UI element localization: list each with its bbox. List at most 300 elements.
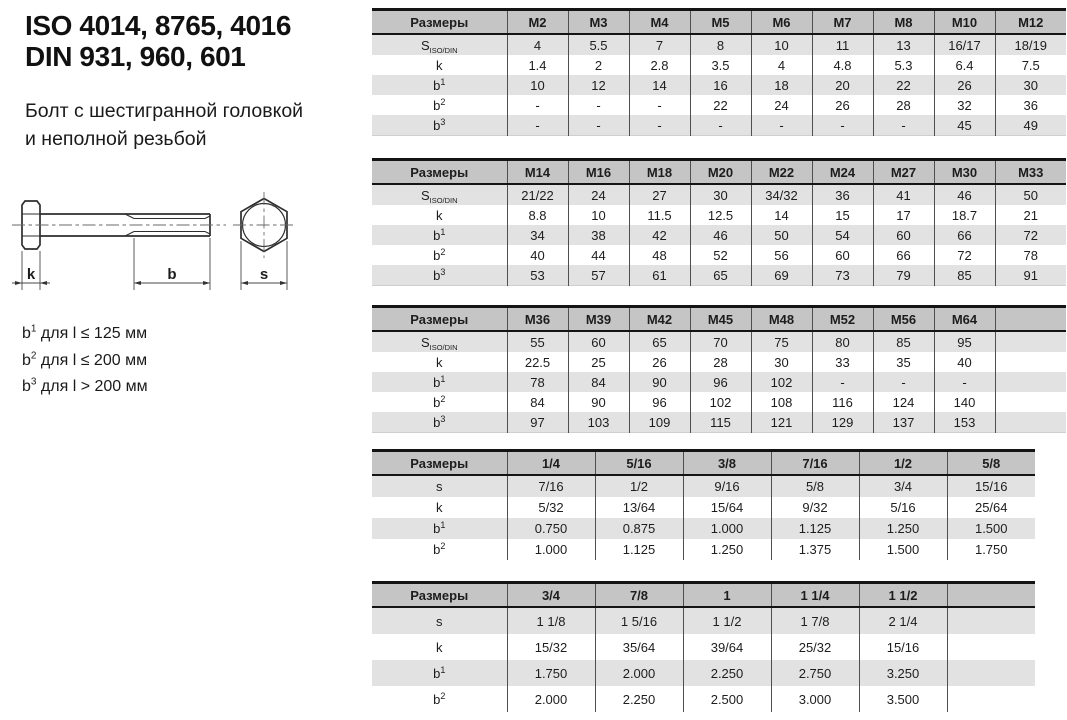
- value-cell: 95: [934, 331, 995, 352]
- value-cell: -: [568, 95, 629, 115]
- value-cell: 1.750: [947, 539, 1035, 560]
- value-cell: [995, 331, 1066, 352]
- value-cell: 12.5: [690, 205, 751, 225]
- value-cell: 24: [568, 184, 629, 205]
- value-cell: [947, 634, 1035, 660]
- value-cell: 30: [751, 352, 812, 372]
- value-cell: 153: [934, 412, 995, 433]
- value-cell: 1.375: [771, 539, 859, 560]
- dimensions-table-1: [372, 8, 1066, 136]
- size-column-header: M7: [812, 10, 873, 35]
- legend-symbol: $b^2$: [22, 350, 37, 369]
- value-cell: 10: [507, 75, 568, 95]
- value-cell: 60: [873, 225, 934, 245]
- value-cell: 1.500: [859, 539, 947, 560]
- value-cell: 5.3: [873, 55, 934, 75]
- value-cell: -: [507, 115, 568, 136]
- size-column-header: M52: [812, 307, 873, 332]
- value-cell: 55: [507, 331, 568, 352]
- value-cell: 1.500: [947, 518, 1035, 539]
- value-cell: 16/17: [934, 34, 995, 55]
- size-column-header: M45: [690, 307, 751, 332]
- value-cell: -: [568, 115, 629, 136]
- description-line-1: Болт с шестигранной головкой: [25, 100, 304, 122]
- value-cell: 65: [629, 331, 690, 352]
- sizes-header-cell: Размеры: [372, 583, 507, 608]
- value-cell: 1.125: [595, 539, 683, 560]
- size-column-header: 7/16: [771, 451, 859, 476]
- value-cell: 17: [873, 205, 934, 225]
- value-cell: 60: [812, 245, 873, 265]
- value-cell: 8.8: [507, 205, 568, 225]
- value-cell: 85: [873, 331, 934, 352]
- value-cell: -: [629, 95, 690, 115]
- table-row: [372, 352, 1066, 372]
- value-cell: 78: [995, 245, 1066, 265]
- value-cell: 45: [934, 115, 995, 136]
- value-cell: 25/64: [947, 497, 1035, 518]
- table-row: [372, 634, 1035, 660]
- value-cell: 78: [507, 372, 568, 392]
- table-row: [372, 539, 1035, 560]
- value-cell: 66: [873, 245, 934, 265]
- row-label: $b^2$: [433, 246, 446, 263]
- value-cell: 14: [751, 205, 812, 225]
- legend-symbol: $b^1$: [22, 323, 37, 342]
- value-cell: -: [812, 372, 873, 392]
- value-cell: 15/32: [507, 634, 595, 660]
- value-cell: 84: [568, 372, 629, 392]
- value-cell: 26: [934, 75, 995, 95]
- dim-label-k: k: [26, 266, 36, 283]
- value-cell: 80: [812, 331, 873, 352]
- value-cell: 10: [568, 205, 629, 225]
- value-cell: [995, 352, 1066, 372]
- value-cell: -: [507, 95, 568, 115]
- row-label: $b^1$: [433, 664, 446, 681]
- value-cell: 85: [934, 265, 995, 286]
- row-label: $b^1$: [433, 76, 446, 93]
- value-cell: 32: [934, 95, 995, 115]
- value-cell: 69: [751, 265, 812, 286]
- sizes-header-cell: Размеры: [372, 451, 507, 476]
- value-cell: 5.5: [568, 34, 629, 55]
- value-cell: 1.750: [507, 660, 595, 686]
- header-row: [372, 160, 1066, 185]
- value-cell: 1.250: [683, 539, 771, 560]
- value-cell: 9/32: [771, 497, 859, 518]
- value-cell: 72: [995, 225, 1066, 245]
- value-cell: [995, 392, 1066, 412]
- value-cell: 108: [751, 392, 812, 412]
- value-cell: [947, 607, 1035, 634]
- value-cell: 50: [751, 225, 812, 245]
- table-row: [372, 205, 1066, 225]
- value-cell: 48: [629, 245, 690, 265]
- value-cell: 60: [568, 331, 629, 352]
- value-cell: 84: [507, 392, 568, 412]
- value-cell: 34: [507, 225, 568, 245]
- table-row: [372, 372, 1066, 392]
- row-label: $S_{ISO/DIN}$: [420, 334, 458, 352]
- value-cell: 28: [873, 95, 934, 115]
- value-cell: 115: [690, 412, 751, 433]
- value-cell: 49: [995, 115, 1066, 136]
- table-row: [372, 55, 1066, 75]
- value-cell: -: [812, 115, 873, 136]
- value-cell: 96: [690, 372, 751, 392]
- value-cell: 15/64: [683, 497, 771, 518]
- size-column-header: 3/4: [507, 583, 595, 608]
- size-column-header: [995, 307, 1066, 332]
- value-cell: 90: [629, 372, 690, 392]
- value-cell: 2.250: [683, 660, 771, 686]
- size-column-header: M5: [690, 10, 751, 35]
- size-column-header: 1/2: [859, 451, 947, 476]
- value-cell: 50: [995, 184, 1066, 205]
- size-column-header: M14: [507, 160, 568, 185]
- size-column-header: M16: [568, 160, 629, 185]
- size-column-header: M4: [629, 10, 690, 35]
- size-column-header: 3/8: [683, 451, 771, 476]
- value-cell: 3.000: [771, 686, 859, 712]
- value-cell: 116: [812, 392, 873, 412]
- value-cell: 129: [812, 412, 873, 433]
- legend-text: для l > 200 мм: [40, 378, 148, 395]
- size-column-header: 7/8: [595, 583, 683, 608]
- value-cell: 102: [751, 372, 812, 392]
- value-cell: 75: [751, 331, 812, 352]
- value-cell: 40: [934, 352, 995, 372]
- end-view-centerlines: [233, 192, 295, 258]
- value-cell: 18/19: [995, 34, 1066, 55]
- value-cell: 140: [934, 392, 995, 412]
- header-row: [372, 451, 1035, 476]
- value-cell: 46: [690, 225, 751, 245]
- value-cell: 39/64: [683, 634, 771, 660]
- header-row: [372, 307, 1066, 332]
- table-row: [372, 475, 1035, 497]
- value-cell: [995, 372, 1066, 392]
- value-cell: 36: [995, 95, 1066, 115]
- value-cell: 1 5/16: [595, 607, 683, 634]
- value-cell: 1.250: [859, 518, 947, 539]
- value-cell: 14: [629, 75, 690, 95]
- value-cell: 12: [568, 75, 629, 95]
- value-cell: 96: [629, 392, 690, 412]
- size-column-header: M18: [629, 160, 690, 185]
- row-label: $b^1$: [433, 226, 446, 243]
- row-label: $b^2$: [433, 690, 446, 707]
- value-cell: 102: [690, 392, 751, 412]
- row-label: k: [436, 639, 443, 655]
- value-cell: 4: [507, 34, 568, 55]
- legend-item: [22, 374, 148, 401]
- table-row: [372, 660, 1035, 686]
- value-cell: 2 1/4: [859, 607, 947, 634]
- value-cell: 40: [507, 245, 568, 265]
- value-cell: 56: [751, 245, 812, 265]
- value-cell: 65: [690, 265, 751, 286]
- value-cell: 7: [629, 34, 690, 55]
- value-cell: 33: [812, 352, 873, 372]
- table-row: [372, 75, 1066, 95]
- value-cell: 35: [873, 352, 934, 372]
- table-row: [372, 518, 1035, 539]
- size-column-header: M56: [873, 307, 934, 332]
- value-cell: 30: [995, 75, 1066, 95]
- value-cell: 1/2: [595, 475, 683, 497]
- value-cell: 42: [629, 225, 690, 245]
- value-cell: 13/64: [595, 497, 683, 518]
- value-cell: 11: [812, 34, 873, 55]
- title-din: DIN 931, 960, 601: [25, 41, 246, 72]
- legend-symbol: $b^3$: [22, 376, 37, 395]
- value-cell: 38: [568, 225, 629, 245]
- value-cell: 52: [690, 245, 751, 265]
- size-column-header: M64: [934, 307, 995, 332]
- value-cell: 22.5: [507, 352, 568, 372]
- value-cell: 79: [873, 265, 934, 286]
- value-cell: 16: [690, 75, 751, 95]
- legend-text: для l ≤ 200 мм: [40, 351, 148, 369]
- value-cell: 2.8: [629, 55, 690, 75]
- row-label: k: [436, 354, 443, 370]
- header-row: [372, 10, 1066, 35]
- size-column-header: M10: [934, 10, 995, 35]
- value-cell: 9/16: [683, 475, 771, 497]
- value-cell: 24: [751, 95, 812, 115]
- table-row: [372, 115, 1066, 136]
- value-cell: 7.5: [995, 55, 1066, 75]
- value-cell: 15: [812, 205, 873, 225]
- row-label: $b^1$: [433, 373, 446, 390]
- value-cell: 3.250: [859, 660, 947, 686]
- value-cell: 2: [568, 55, 629, 75]
- size-column-header: M42: [629, 307, 690, 332]
- value-cell: 7/16: [507, 475, 595, 497]
- table-row: [372, 497, 1035, 518]
- value-cell: 27: [629, 184, 690, 205]
- bolt-drawing: [12, 188, 312, 305]
- value-cell: 41: [873, 184, 934, 205]
- size-column-header: M36: [507, 307, 568, 332]
- table-row: [372, 245, 1066, 265]
- sizes-header-cell: Размеры: [372, 307, 507, 332]
- value-cell: -: [629, 115, 690, 136]
- size-column-header: M6: [751, 10, 812, 35]
- value-cell: 70: [690, 331, 751, 352]
- size-column-header: M27: [873, 160, 934, 185]
- value-cell: 2.250: [595, 686, 683, 712]
- size-column-header: 5/8: [947, 451, 1035, 476]
- size-column-header: M12: [995, 10, 1066, 35]
- size-column-header: M8: [873, 10, 934, 35]
- value-cell: 3.5: [690, 55, 751, 75]
- size-column-header: M30: [934, 160, 995, 185]
- size-column-header: M22: [751, 160, 812, 185]
- legend-item: [22, 321, 148, 348]
- value-cell: 57: [568, 265, 629, 286]
- size-column-header: M20: [690, 160, 751, 185]
- row-label: $b^1$: [433, 520, 446, 536]
- value-cell: 18: [751, 75, 812, 95]
- value-cell: 124: [873, 392, 934, 412]
- value-cell: [947, 660, 1035, 686]
- value-cell: 22: [690, 95, 751, 115]
- dim-label-s: s: [259, 266, 269, 283]
- value-cell: 137: [873, 412, 934, 433]
- value-cell: 1.125: [771, 518, 859, 539]
- size-column-header: [947, 583, 1035, 608]
- value-cell: 3/4: [859, 475, 947, 497]
- value-cell: 13: [873, 34, 934, 55]
- value-cell: 1.000: [683, 518, 771, 539]
- table-row: [372, 331, 1066, 352]
- value-cell: 35/64: [595, 634, 683, 660]
- row-label: $b^3$: [433, 116, 446, 133]
- value-cell: -: [934, 372, 995, 392]
- value-cell: 97: [507, 412, 568, 433]
- value-cell: 2.750: [771, 660, 859, 686]
- dimensions-table-3: [372, 305, 1066, 433]
- value-cell: 0.750: [507, 518, 595, 539]
- table-row: [372, 607, 1035, 634]
- value-cell: 91: [995, 265, 1066, 286]
- value-cell: -: [751, 115, 812, 136]
- size-column-header: M24: [812, 160, 873, 185]
- dimensions-table-4: [372, 449, 1035, 560]
- row-label: $b^2$: [433, 393, 446, 410]
- value-cell: 4.8: [812, 55, 873, 75]
- table-row: [372, 34, 1066, 55]
- row-label: s: [436, 613, 443, 629]
- table-row: [372, 265, 1066, 286]
- value-cell: 15/16: [947, 475, 1035, 497]
- value-cell: 1.000: [507, 539, 595, 560]
- value-cell: 5/8: [771, 475, 859, 497]
- description-line-2: и неполной резьбой: [25, 128, 207, 150]
- value-cell: -: [690, 115, 751, 136]
- size-column-header: M33: [995, 160, 1066, 185]
- value-cell: 1.4: [507, 55, 568, 75]
- value-cell: 4: [751, 55, 812, 75]
- sizes-header-cell: Размеры: [372, 160, 507, 185]
- value-cell: 0.875: [595, 518, 683, 539]
- value-cell: 20: [812, 75, 873, 95]
- row-label: $b^2$: [433, 96, 446, 113]
- value-cell: 22: [873, 75, 934, 95]
- size-column-header: M3: [568, 10, 629, 35]
- title-block: [25, 10, 291, 72]
- value-cell: 54: [812, 225, 873, 245]
- value-cell: -: [873, 372, 934, 392]
- value-cell: 34/32: [751, 184, 812, 205]
- legend: [22, 321, 148, 401]
- dimensions-table-2: [372, 158, 1066, 286]
- legend-text: для l ≤ 125 мм: [40, 325, 148, 342]
- value-cell: [995, 412, 1066, 433]
- table-row: [372, 225, 1066, 245]
- value-cell: 46: [934, 184, 995, 205]
- row-label: $b^3$: [433, 413, 446, 430]
- value-cell: 2.000: [507, 686, 595, 712]
- value-cell: 18.7: [934, 205, 995, 225]
- value-cell: 66: [934, 225, 995, 245]
- row-label: $b^3$: [433, 266, 446, 283]
- table-row: [372, 392, 1066, 412]
- value-cell: 2.000: [595, 660, 683, 686]
- value-cell: 1 1/2: [683, 607, 771, 634]
- value-cell: 109: [629, 412, 690, 433]
- row-label: k: [436, 207, 443, 223]
- value-cell: 121: [751, 412, 812, 433]
- table-row: [372, 412, 1066, 433]
- value-cell: 26: [629, 352, 690, 372]
- description: [25, 97, 303, 153]
- legend-item: [22, 348, 148, 375]
- size-column-header: 1 1/4: [771, 583, 859, 608]
- value-cell: 11.5: [629, 205, 690, 225]
- tables-container: [372, 8, 1066, 712]
- value-cell: 5/16: [859, 497, 947, 518]
- row-label: $b^2$: [433, 541, 446, 557]
- row-label: k: [436, 500, 443, 515]
- value-cell: 26: [812, 95, 873, 115]
- value-cell: 72: [934, 245, 995, 265]
- value-cell: 73: [812, 265, 873, 286]
- value-cell: 21/22: [507, 184, 568, 205]
- row-label: $S_{ISO/DIN}$: [420, 37, 458, 55]
- value-cell: 53: [507, 265, 568, 286]
- value-cell: 21: [995, 205, 1066, 225]
- dim-label-b: b: [167, 266, 177, 283]
- value-cell: 10: [751, 34, 812, 55]
- row-label: k: [436, 57, 443, 73]
- value-cell: 2.500: [683, 686, 771, 712]
- size-column-header: 1 1/2: [859, 583, 947, 608]
- row-label: $S_{ISO/DIN}$: [420, 187, 458, 205]
- value-cell: -: [873, 115, 934, 136]
- value-cell: 1 7/8: [771, 607, 859, 634]
- title-iso: ISO 4014, 8765, 4016: [25, 10, 291, 41]
- size-column-header: 5/16: [595, 451, 683, 476]
- table-row: [372, 184, 1066, 205]
- value-cell: 28: [690, 352, 751, 372]
- value-cell: 25/32: [771, 634, 859, 660]
- size-column-header: M48: [751, 307, 812, 332]
- size-column-header: M2: [507, 10, 568, 35]
- value-cell: 3.500: [859, 686, 947, 712]
- table-row: [372, 95, 1066, 115]
- value-cell: 8: [690, 34, 751, 55]
- value-cell: [947, 686, 1035, 712]
- value-cell: 25: [568, 352, 629, 372]
- value-cell: 15/16: [859, 634, 947, 660]
- value-cell: 30: [690, 184, 751, 205]
- value-cell: 5/32: [507, 497, 595, 518]
- row-label: s: [436, 479, 443, 494]
- value-cell: 36: [812, 184, 873, 205]
- header-row: [372, 583, 1035, 608]
- value-cell: 1 1/8: [507, 607, 595, 634]
- dimensions-table-5: [372, 581, 1035, 712]
- value-cell: 103: [568, 412, 629, 433]
- size-column-header: 1/4: [507, 451, 595, 476]
- value-cell: 44: [568, 245, 629, 265]
- sizes-header-cell: Размеры: [372, 10, 507, 35]
- value-cell: 90: [568, 392, 629, 412]
